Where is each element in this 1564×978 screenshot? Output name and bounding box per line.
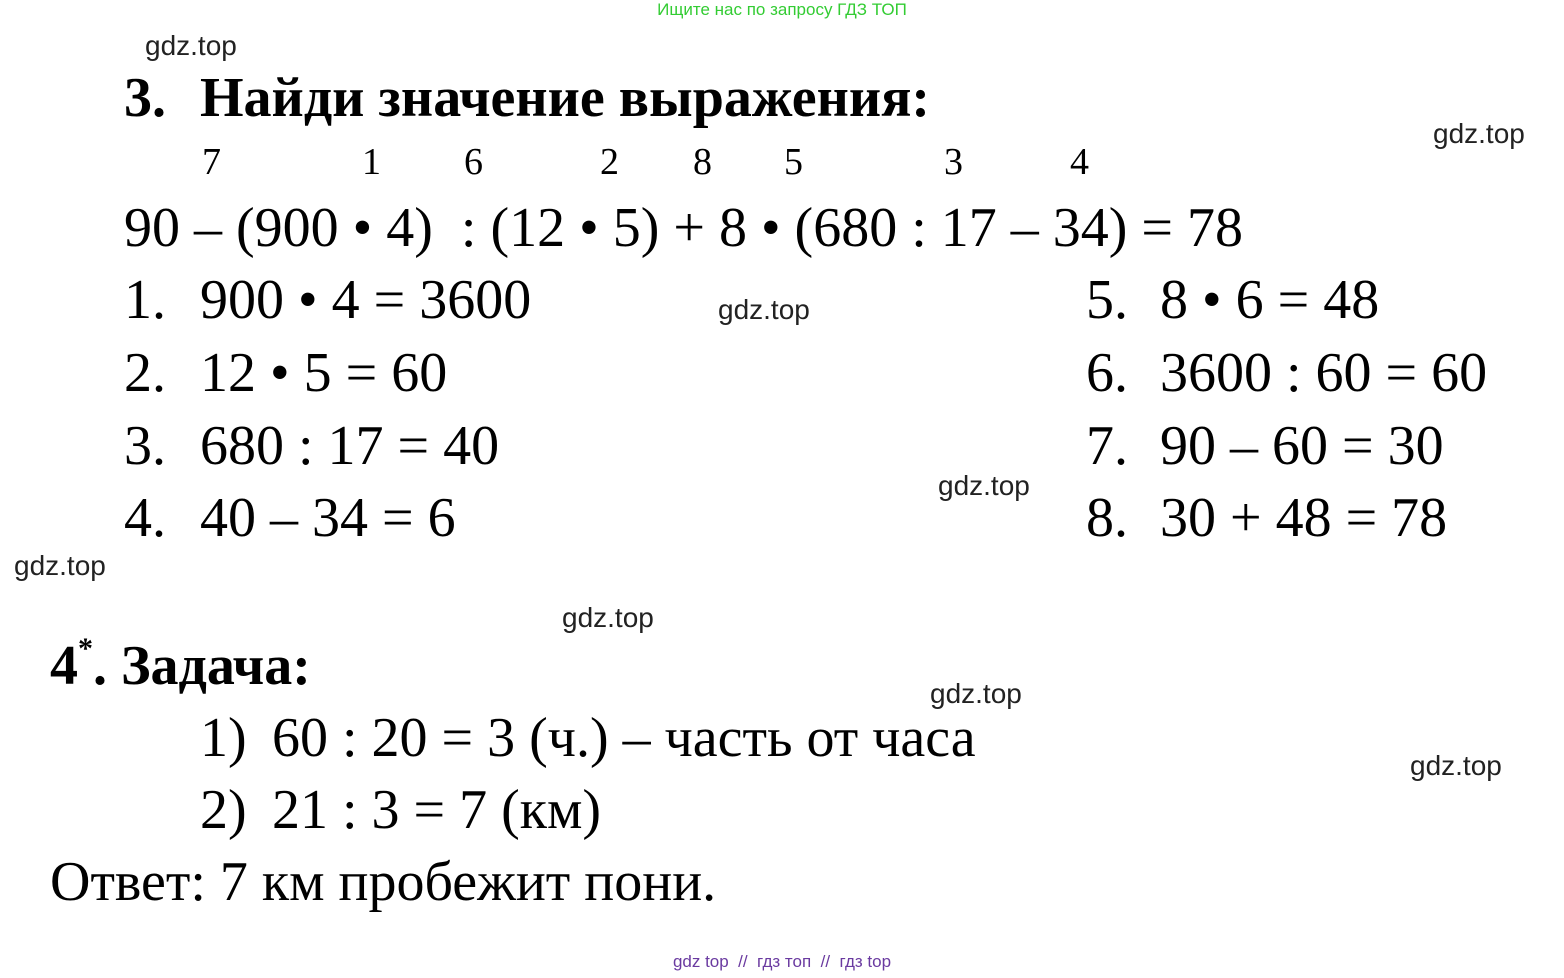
step-number: 7. (1086, 415, 1128, 477)
task4-step-text: 60 : 20 = 3 (ч.) – часть от часа (272, 707, 976, 769)
step-number: 5. (1086, 269, 1128, 331)
task4-step-number: 2) (200, 779, 247, 841)
step-number: 3. (124, 415, 166, 477)
order-number: 4 (1070, 141, 1089, 183)
step-text: 8 • 6 = 48 (1160, 269, 1380, 331)
task4-title: . Задача: (93, 635, 311, 697)
footer-links: gdz top // гдз топ // гдз top (672, 952, 892, 971)
step-number: 1. (124, 269, 166, 331)
step-text: 40 – 34 = 6 (200, 487, 456, 549)
watermark: gdz.top (718, 294, 810, 325)
task4-heading (50, 632, 311, 698)
order-number: 1 (362, 141, 381, 183)
order-number: 2 (600, 141, 619, 183)
task4-number: 4 (50, 635, 78, 697)
order-number: 7 (202, 141, 221, 183)
step-text: 900 • 4 = 3600 (200, 269, 532, 331)
order-number: 6 (464, 141, 483, 183)
watermark: gdz.top (14, 550, 106, 581)
step-text: 680 : 17 = 40 (200, 415, 500, 477)
task4-answer: Ответ: 7 км пробежит пони. (50, 851, 717, 913)
order-number: 8 (693, 141, 712, 183)
step-number: 4. (124, 487, 166, 549)
order-number: 3 (944, 141, 963, 183)
step-text: 90 – 60 = 30 (1160, 415, 1444, 477)
task3-number: 3. (124, 67, 166, 129)
watermark: gdz.top (145, 30, 237, 61)
step-number: 8. (1086, 487, 1128, 549)
order-number: 5 (784, 141, 803, 183)
expression: 90 – (900 • 4) : (12 • 5) + 8 • (680 : 17 – 34) = 78 (124, 197, 1243, 259)
step-number: 2. (124, 342, 166, 404)
watermark: gdz.top (930, 678, 1022, 709)
step-text: 12 • 5 = 60 (200, 342, 448, 404)
step-text: 3600 : 60 = 60 (1160, 342, 1488, 404)
watermark: gdz.top (562, 602, 654, 633)
watermark: gdz.top (1410, 750, 1502, 781)
task4-star: * (78, 632, 93, 665)
step-text: 30 + 48 = 78 (1160, 487, 1448, 549)
watermark: gdz.top (1433, 118, 1525, 149)
top-note: Ищите нас по запросу ГДЗ ТОП (657, 0, 907, 19)
task4-step-number: 1) (200, 707, 247, 769)
task3-title: Найди значение выражения: (200, 67, 931, 129)
step-number: 6. (1086, 342, 1128, 404)
watermark: gdz.top (938, 470, 1030, 501)
task4-step-text: 21 : 3 = 7 (км) (272, 779, 602, 841)
